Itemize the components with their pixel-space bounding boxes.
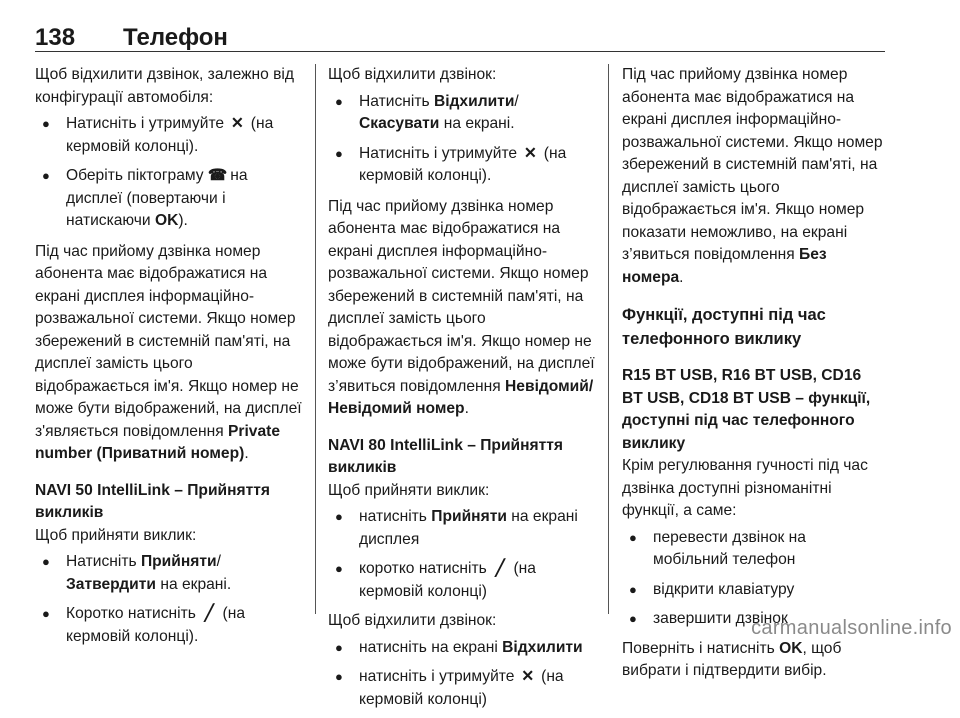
- text: Коротко натисніть: [66, 605, 196, 622]
- text: ).: [178, 212, 188, 229]
- text: (на кермовій колонці).: [66, 115, 274, 155]
- paragraph: [328, 196, 598, 421]
- paragraph: Щоб прийняти виклик:: [328, 481, 490, 499]
- column-3: [622, 64, 884, 683]
- list-item: [328, 91, 598, 136]
- text: коротко натисніть: [359, 560, 487, 577]
- text: Поверніть і натисніть: [622, 639, 775, 657]
- text: (на кермовій колонці).: [66, 605, 246, 645]
- column-divider-1: [315, 64, 316, 614]
- button-label: Скасувати: [359, 115, 440, 132]
- phone-hangup-icon: ✕: [230, 115, 244, 132]
- page-number: 138: [35, 24, 76, 51]
- list-item: [328, 558, 598, 603]
- bullet-list: [35, 113, 303, 233]
- message-label: Private number (Приватний номер): [35, 422, 280, 462]
- text: /: [514, 92, 519, 110]
- list-item: [328, 506, 598, 551]
- message-label: Невідомий номер: [328, 400, 465, 417]
- bullet-list: [622, 527, 884, 631]
- paragraph: Щоб відхилити дзвінок:: [328, 66, 497, 83]
- list-item: ● відкрити клавіатуру: [622, 579, 884, 602]
- paragraph: [622, 638, 884, 683]
- text: (на кермовій колонці): [359, 560, 536, 600]
- button-label: Затвердити: [66, 575, 156, 593]
- column-divider-2: [608, 64, 609, 614]
- text: /: [216, 553, 221, 570]
- text: /: [588, 377, 594, 395]
- text: на екрані.: [160, 575, 232, 593]
- text: Натисніть: [66, 553, 137, 570]
- list-item: [35, 551, 303, 596]
- bullet-list: [328, 637, 598, 712]
- list-item: ● перевести дзвінок на мобільний телефон: [622, 527, 884, 572]
- ok-label: OK: [779, 639, 803, 657]
- column-1: [35, 64, 303, 655]
- text: .: [679, 268, 684, 286]
- bullet-list: [328, 506, 598, 603]
- list-item: [328, 637, 598, 660]
- list-item: [35, 113, 303, 158]
- ok-label: OK: [154, 212, 179, 229]
- section-heading: NAVI 80 IntelliLink – Прийняття викликів: [328, 436, 564, 476]
- paragraph: Щоб відхилити дзвінок:: [328, 612, 497, 629]
- text: на екрані.: [443, 115, 515, 132]
- text: натисніть на екрані: [359, 638, 498, 656]
- subsection-heading: R15 BT USB, R16 BT USB, CD16 BT USB, CD18 BT USB – функції, доступні під час телефонного виклику: [622, 367, 871, 452]
- section-heading: NAVI 50 IntelliLink – Прийняття викликів: [35, 481, 271, 521]
- list-item: [35, 165, 303, 233]
- button-label: Відхилити: [502, 638, 583, 656]
- list-item: [35, 603, 303, 648]
- text: Під час прийому дзвінка номер абонента має відображатися на екрані дисплея інформаційно-розважальної системи. Якщо номер збережений в системній пам'яті, на дисплеї замість цього відображається ім'я. Якщо номер не може бути відображений, на дисплеї з'являється повідомлення: [35, 242, 302, 440]
- text: на дисплеї (повертаючи і натискаючи: [66, 167, 248, 229]
- message-label: Невідомий: [505, 377, 589, 395]
- text: .: [244, 445, 249, 462]
- text: Оберіть піктограму: [66, 167, 204, 184]
- page-title: Телефон: [123, 24, 228, 51]
- page-header: [35, 20, 885, 54]
- message-label: Без номера: [622, 246, 827, 286]
- text: (на кермовій колонці): [359, 668, 564, 708]
- button-label: Відхилити: [433, 92, 515, 110]
- text: Під час прийому дзвінка номер абонента має відображатися на екрані дисплея інформаційно-розважальної системи. Якщо номер збережений в системній пам'яті, на дисплеї замість цього відображається ім'я. Якщо номер не може бути відображений, на дисплеї з’явиться повідомлення: [328, 197, 595, 395]
- text: Натисніть і утримуйте: [66, 115, 225, 132]
- phone-answer-icon: ╱: [495, 560, 505, 577]
- list-item: [328, 666, 598, 711]
- watermark: carmanualsonline.info: [751, 617, 952, 639]
- phone-end-screen-icon: ☎: [207, 167, 228, 184]
- text: Під час прийому дзвінка номер абонента має відображатися на екрані дисплея інформаційно-розважальної системи. Якщо номер збережений в системній пам'яті, на дисплеї замість цього відображається ім'я. Якщо номер показати неможливо, на екрані з’явиться повідомлення: [622, 66, 883, 263]
- button-label: Прийняти: [431, 508, 507, 525]
- list-item: [328, 143, 598, 188]
- paragraph: [35, 241, 303, 466]
- text: натисніть і утримуйте: [359, 668, 515, 685]
- paragraph: Щоб прийняти виклик:: [35, 526, 197, 544]
- text: Натисніть: [359, 92, 430, 110]
- list-item: ● завершити дзвінок: [622, 608, 884, 631]
- phone-hangup-icon: ✕: [523, 144, 537, 162]
- phone-answer-icon: ╱: [204, 605, 214, 622]
- button-label: Прийняти: [140, 553, 217, 570]
- text: на екрані дисплея: [359, 508, 578, 548]
- header-rule: [35, 51, 885, 52]
- paragraph: Щоб відхилити дзвінок, залежно від конфігурації автомобіля:: [35, 66, 294, 106]
- text: .: [464, 400, 469, 417]
- text: Натисніть і утримуйте: [359, 144, 518, 162]
- phone-hangup-icon: ✕: [521, 668, 535, 685]
- text: , щоб вибрати і підтвердити вибір.: [622, 639, 842, 679]
- bullet-list: [328, 91, 598, 188]
- text: натисніть: [359, 508, 427, 525]
- text: (на кермовій колонці).: [359, 144, 567, 184]
- paragraph: [622, 64, 884, 289]
- bullet-list: [35, 551, 303, 648]
- column-2: [328, 64, 598, 718]
- section-heading: Функції, доступні під час телефонного виклику: [622, 306, 826, 348]
- paragraph: Крім регулювання гучності під час дзвінка доступні різноманітні функції, а саме:: [622, 457, 868, 519]
